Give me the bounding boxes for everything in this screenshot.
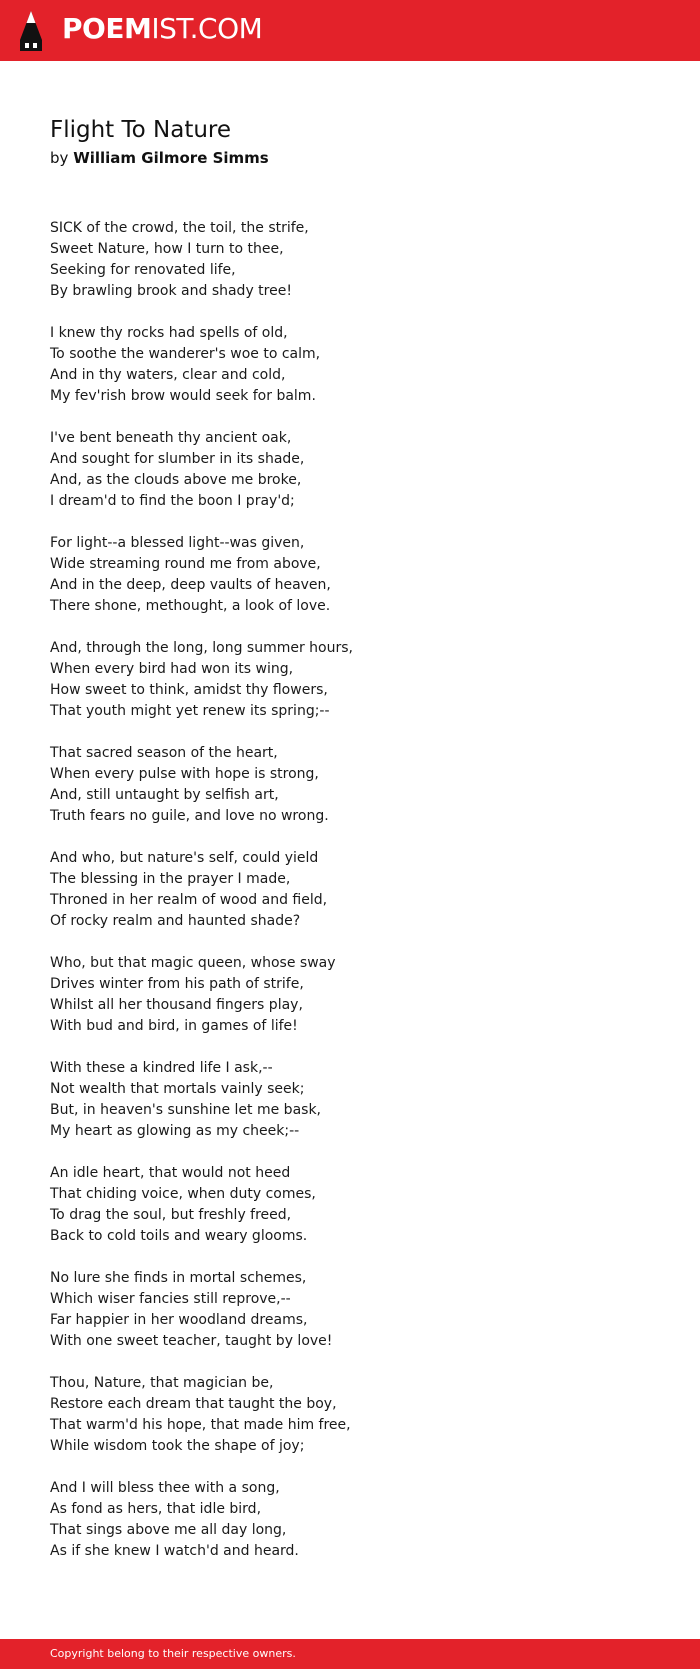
poem-line: With one sweet teacher, taught by love! bbox=[50, 1333, 333, 1349]
poem-stanza bbox=[50, 1058, 650, 1142]
poem-line: Back to cold toils and weary glooms. bbox=[50, 1228, 308, 1244]
logo-light-text: IST.COM bbox=[151, 12, 263, 45]
poem-line: That chiding voice, when duty comes, bbox=[50, 1186, 316, 1202]
by-label: by bbox=[50, 149, 69, 167]
poem-line: My heart as glowing as my cheek;-- bbox=[50, 1123, 300, 1139]
poem-line: While wisdom took the shape of joy; bbox=[50, 1438, 305, 1454]
poem-stanza bbox=[50, 1478, 650, 1562]
poem-line: But, in heaven's sunshine let me bask, bbox=[50, 1102, 322, 1118]
poem-stanza bbox=[50, 743, 650, 827]
poem-line: Seeking for renovated life, bbox=[50, 262, 236, 278]
poem-line: An idle heart, that would not heed bbox=[50, 1165, 291, 1181]
copyright-text: Copyright belong to their respective owners. bbox=[50, 1647, 296, 1660]
poem-line: My fev'rish brow would seek for balm. bbox=[50, 388, 316, 404]
poem-line: And in thy waters, clear and cold, bbox=[50, 367, 286, 383]
logo-bold-text: POEM bbox=[62, 12, 152, 45]
poem-line: When every bird had won its wing, bbox=[50, 661, 294, 677]
poem-line: As fond as hers, that idle bird, bbox=[50, 1501, 262, 1517]
poem-line: Whilst all her thousand fingers play, bbox=[50, 997, 303, 1013]
poem-line: Thou, Nature, that magician be, bbox=[50, 1375, 274, 1391]
poem-stanza bbox=[50, 953, 650, 1037]
poem-line: I dream'd to find the boon I pray'd; bbox=[50, 493, 295, 509]
poem-stanza bbox=[50, 848, 650, 932]
poem-line: And in the deep, deep vaults of heaven, bbox=[50, 577, 331, 593]
poem-stanza bbox=[50, 428, 650, 512]
poem-line: For light--a blessed light--was given, bbox=[50, 535, 305, 551]
poem-stanza bbox=[50, 533, 650, 617]
poem-line: No lure she finds in mortal schemes, bbox=[50, 1270, 307, 1286]
site-header bbox=[0, 0, 700, 61]
poem-line: I knew thy rocks had spells of old, bbox=[50, 325, 288, 341]
poem-line: Wide streaming round me from above, bbox=[50, 556, 321, 572]
poem-body bbox=[50, 218, 650, 1583]
poem-stanza bbox=[50, 218, 650, 302]
poem-line: With bud and bird, in games of life! bbox=[50, 1018, 298, 1034]
poem-line: That youth might yet renew its spring;-- bbox=[50, 703, 330, 719]
poem-line: That warm'd his hope, that made him free, bbox=[50, 1417, 351, 1433]
poem-line: Not wealth that mortals vainly seek; bbox=[50, 1081, 305, 1097]
poem-stanza bbox=[50, 1268, 650, 1352]
poem-line: Sweet Nature, how I turn to thee, bbox=[50, 241, 284, 257]
poem-line: Drives winter from his path of strife, bbox=[50, 976, 304, 992]
poem-title: Flight To Nature bbox=[50, 117, 232, 143]
author-name[interactable]: William Gilmore Simms bbox=[73, 149, 269, 167]
poem-stanza bbox=[50, 1163, 650, 1247]
poem-line: Of rocky realm and haunted shade? bbox=[50, 913, 301, 929]
poem-stanza bbox=[50, 638, 650, 722]
pencil-icon[interactable] bbox=[18, 10, 44, 52]
poem-line: With these a kindred life I ask,-- bbox=[50, 1060, 273, 1076]
poem-line: By brawling brook and shady tree! bbox=[50, 283, 292, 299]
poem-line: How sweet to think, amidst thy flowers, bbox=[50, 682, 328, 698]
poem-stanza bbox=[50, 323, 650, 407]
poem-stanza bbox=[50, 1373, 650, 1457]
poem-line: And, still untaught by selfish art, bbox=[50, 787, 279, 803]
poem-line: And who, but nature's self, could yield bbox=[50, 850, 319, 866]
site-logo[interactable] bbox=[62, 11, 262, 47]
poem-line: Who, but that magic queen, whose sway bbox=[50, 955, 336, 971]
poem-line: SICK of the crowd, the toil, the strife, bbox=[50, 220, 309, 236]
poem-line: As if she knew I watch'd and heard. bbox=[50, 1543, 299, 1559]
poem-line: And, as the clouds above me broke, bbox=[50, 472, 302, 488]
poem-line: I've bent beneath thy ancient oak, bbox=[50, 430, 292, 446]
poem-line: And, through the long, long summer hours, bbox=[50, 640, 353, 656]
poem-line: Which wiser fancies still reprove,-- bbox=[50, 1291, 291, 1307]
poem-line: And sought for slumber in its shade, bbox=[50, 451, 305, 467]
poem-line: Truth fears no guile, and love no wrong. bbox=[50, 808, 329, 824]
poem-line: Throned in her realm of wood and field, bbox=[50, 892, 328, 908]
poem-line: Restore each dream that taught the boy, bbox=[50, 1396, 337, 1412]
poem-line: To soothe the wanderer's woe to calm, bbox=[50, 346, 321, 362]
poem-line: There shone, methought, a look of love. bbox=[50, 598, 331, 614]
poem-line: And I will bless thee with a song, bbox=[50, 1480, 280, 1496]
poem-byline bbox=[50, 147, 269, 169]
poem-line: Far happier in her woodland dreams, bbox=[50, 1312, 308, 1328]
poem-line: To drag the soul, but freshly freed, bbox=[50, 1207, 292, 1223]
site-footer bbox=[0, 1639, 700, 1669]
poem-line: The blessing in the prayer I made, bbox=[50, 871, 291, 887]
poem-line: When every pulse with hope is strong, bbox=[50, 766, 319, 782]
poem-line: That sacred season of the heart, bbox=[50, 745, 278, 761]
poem-line: That sings above me all day long, bbox=[50, 1522, 287, 1538]
